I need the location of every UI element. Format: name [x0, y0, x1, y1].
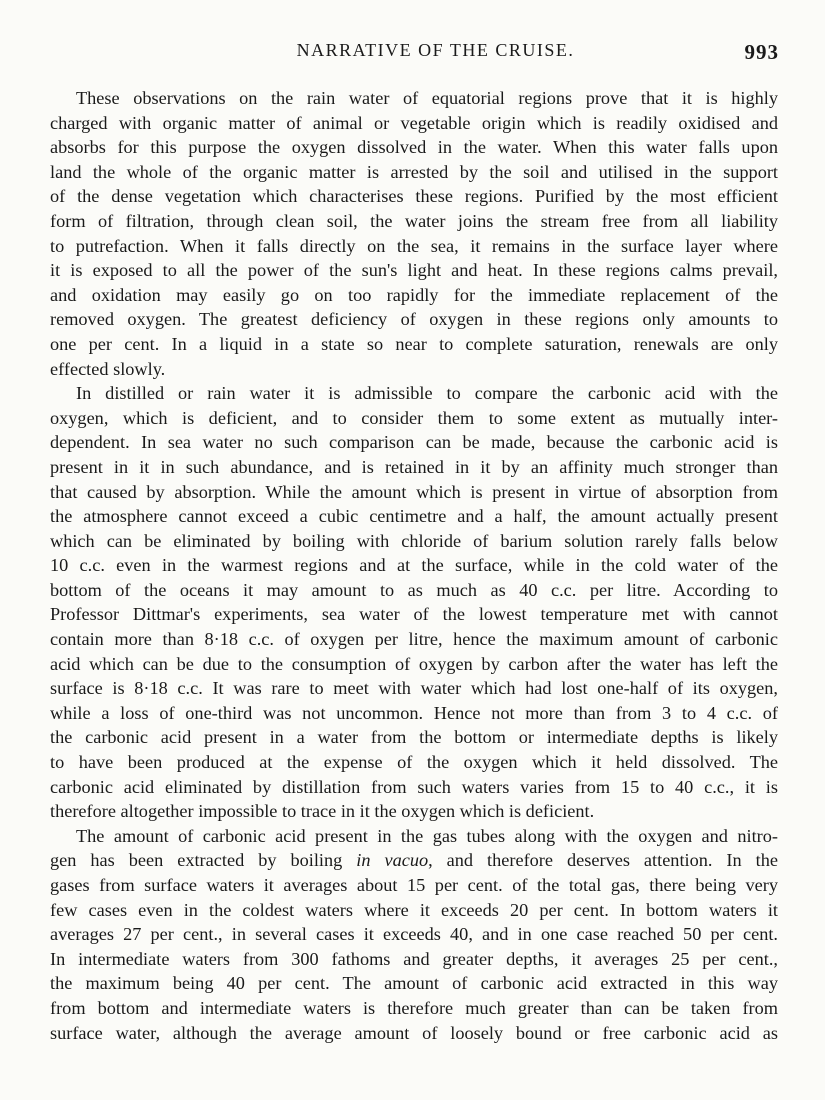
text-line: acid which can be due to the consumption of oxygen by carbon after the water has left the — [50, 653, 778, 674]
text-line: to putrefaction. When it falls directly on the sea, it remains in the surface layer where — [50, 235, 778, 256]
text-line: bottom of the oceans it may amount to as much as 40 c.c. per litre. According to — [50, 579, 778, 600]
text-line: and oxidation may easily go on too rapidly for the immediate replacement of the — [50, 284, 778, 305]
text-line: surface water, although the average amount of loosely bound or free carbonic acid as — [50, 1022, 778, 1043]
text-line: In distilled or rain water it is admissible to compare the carbonic acid with the — [76, 383, 778, 404]
text-line: from bottom and intermediate waters is therefore much greater than can be taken from — [50, 997, 778, 1018]
text-line: it is exposed to all the power of the sun's light and heat. In these regions calms prevail, — [50, 260, 778, 281]
text-segment: , and therefore deserves attention. In the — [428, 850, 778, 871]
text-line: These observations on the rain water of equatorial regions prove that it is highly — [76, 88, 778, 108]
text-line: that caused by absorption. While the amount which is present in virtue of absorption from — [50, 481, 778, 502]
text-line: the maximum being 40 per cent. The amount of carbonic acid extracted in this way — [50, 973, 778, 994]
text-line: to have been produced at the expense of the oxygen which it held dissolved. The — [50, 752, 778, 773]
running-title: NARRATIVE OF THE CRUISE. — [296, 40, 575, 60]
page-number: 993 — [744, 40, 779, 64]
paragraph-distilled-water — [50, 381, 778, 824]
text-line: the atmosphere cannot exceed a cubic centimetre and a half, the amount actually present — [50, 506, 778, 527]
text-line: carbonic acid eliminated by distillation from such waters varies from 15 to 40 c.c., it is — [50, 776, 778, 797]
text-line: form of filtration, through clean soil, the water joins the stream free from all liability — [50, 210, 778, 231]
text-line: charged with organic matter of animal or vegetable origin which is readily oxidised and — [50, 112, 778, 133]
text-line: oxygen, which is deficient, and to consider them to some extent as mutually inter- — [50, 407, 778, 428]
text-line: one per cent. In a liquid in a state so near to complete saturation, renewals are only — [50, 333, 778, 354]
text-line: of the dense vegetation which characterises these regions. Purified by the most efficient — [50, 186, 778, 207]
text-line: which can be eliminated by boiling with chloride of barium solution rarely falls below — [50, 530, 778, 551]
text-line: few cases even in the coldest waters where it exceeds 20 per cent. In bottom waters it — [50, 899, 778, 920]
text-line: present in it in such abundance, and is retained in it by an affinity much stronger than — [50, 456, 778, 477]
body-text — [50, 86, 778, 1045]
text-line: effected slowly. — [50, 358, 166, 379]
text-segment: gen has been extracted by boiling — [50, 850, 357, 871]
text-line: dependent. In sea water no such comparison can be made, because the carbonic acid is — [50, 432, 778, 453]
text-line-with-italic — [50, 848, 778, 873]
text-line: absorbs for this purpose the oxygen dissolved in the water. When this water falls upon — [50, 137, 778, 158]
text-line: surface is 8·18 c.c. It was rare to meet with water which had lost one-half of its oxygen, — [50, 678, 778, 699]
text-line: Professor Dittmar's experiments, sea water of the lowest temperature met with cannot — [50, 604, 778, 625]
paragraph-carbonic-acid-gas — [50, 824, 778, 1045]
paragraph-rain-water — [50, 86, 778, 381]
italic-phrase: in vacuo — [356, 850, 429, 871]
text-line: while a loss of one-third was not uncommon. Hence not more than from 3 to 4 c.c. of — [50, 702, 778, 723]
text-line: 10 c.c. even in the warmest regions and at the surface, while in the cold water of the — [50, 555, 778, 576]
text-line: land the whole of the organic matter is arrested by the soil and utilised in the support — [50, 161, 778, 182]
text-line: contain more than 8·18 c.c. of oxygen per litre, hence the maximum amount of carbonic — [50, 629, 778, 650]
running-head — [50, 40, 779, 66]
text-line: In intermediate waters from 300 fathoms and greater depths, it averages 25 per cent., — [50, 948, 778, 969]
text-line: averages 27 per cent., in several cases it exceeds 40, and in one case reached 50 per cent. — [50, 924, 778, 945]
text-line: therefore altogether impossible to trace in it the oxygen which is deficient. — [50, 801, 595, 822]
text-line: the carbonic acid present in a water from the bottom or intermediate depths is likely — [50, 727, 778, 748]
text-line: gases from surface waters it averages about 15 per cent. of the total gas, there being very — [50, 875, 778, 895]
text-line: removed oxygen. The greatest deficiency of oxygen in these regions only amounts to — [50, 309, 778, 330]
text-line: The amount of carbonic acid present in the gas tubes along with the oxygen and nitro- — [76, 825, 778, 846]
